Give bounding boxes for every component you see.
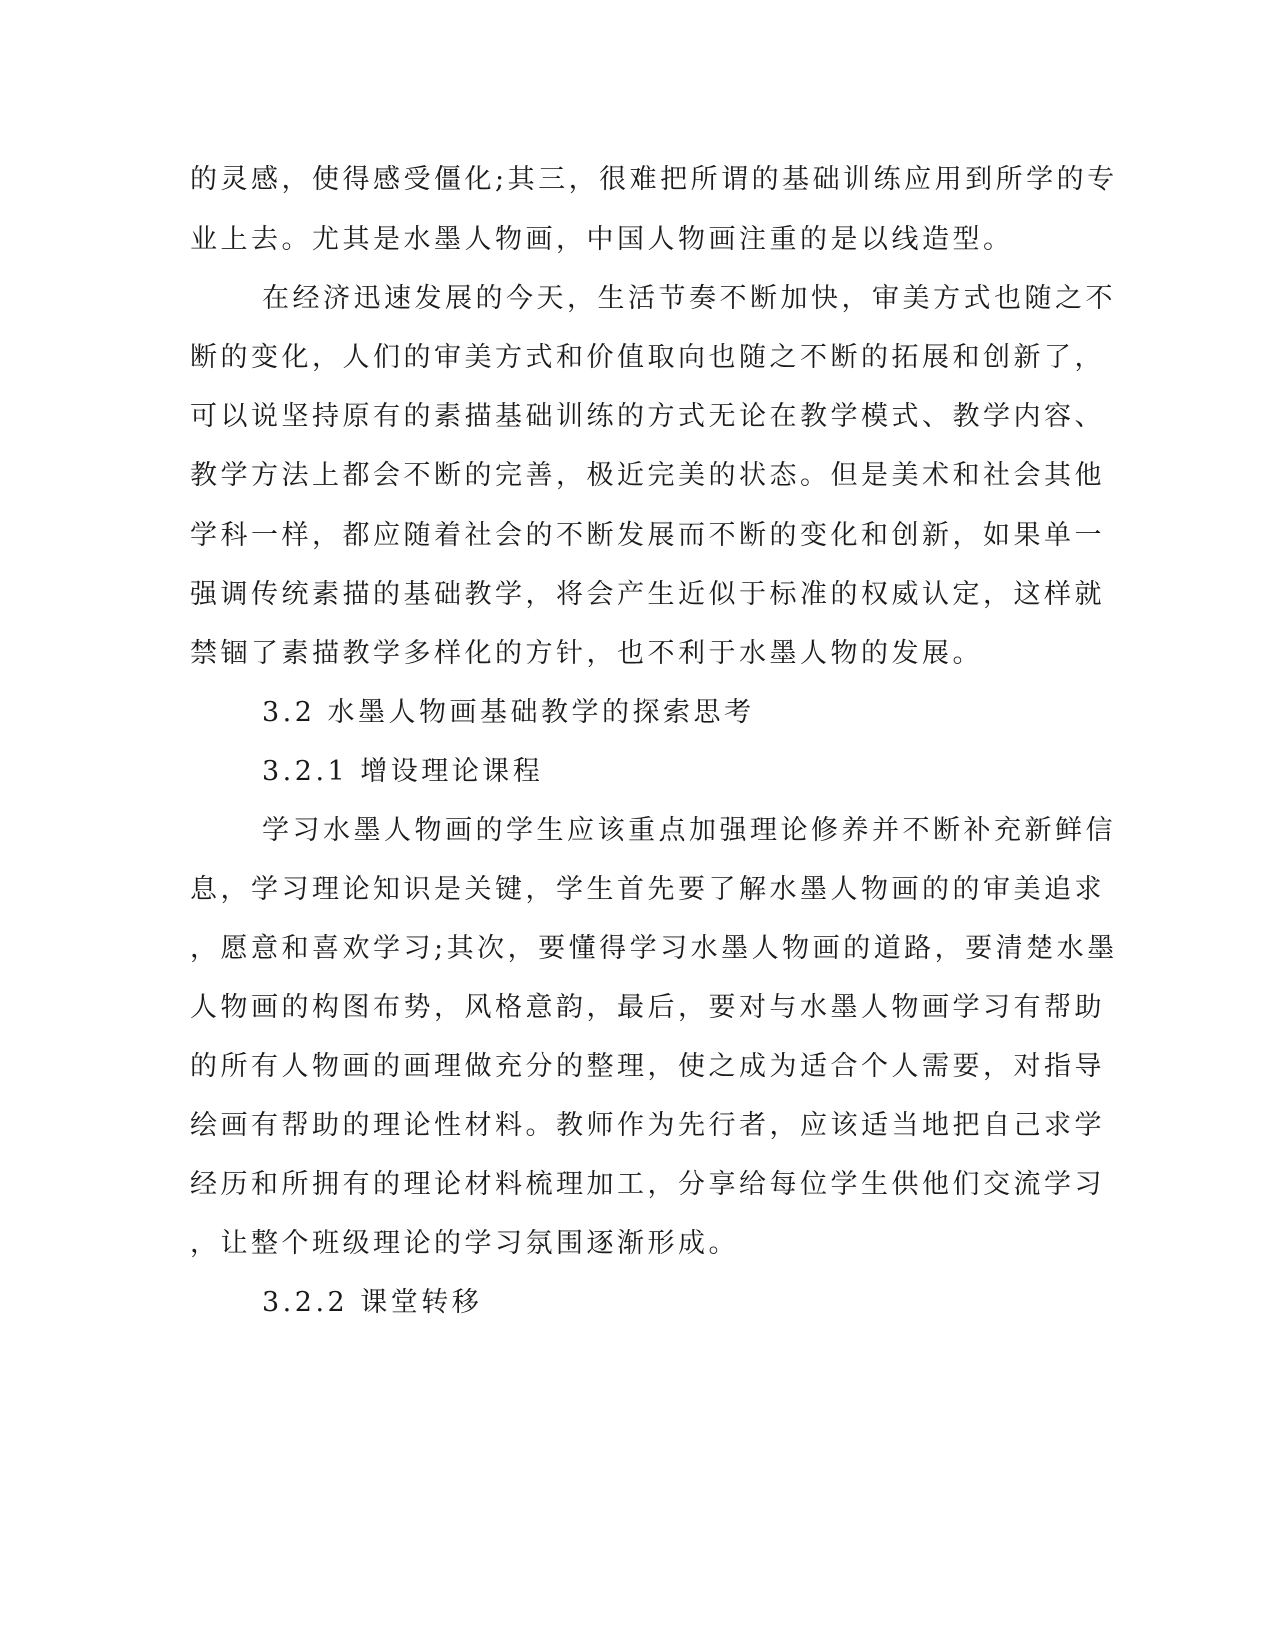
text-line: 强调传统素描的基础教学，将会产生近似于标准的权威认定，这样就: [190, 579, 1105, 610]
text-line: ，让整个班级理论的学习氛围逐渐形成。: [190, 1228, 739, 1259]
text-line: 学科一样，都应随着社会的不断发展而不断的变化和创新，如果单一: [190, 520, 1105, 551]
text-line: ，愿意和喜欢学习;其次，要懂得学习水墨人物画的道路，要清楚水墨: [190, 933, 1118, 964]
text-line: 的灵感，使得感受僵化;其三，很难把所谓的基础训练应用到所学的专: [190, 164, 1118, 195]
text-line: 人物画的构图布势，风格意韵，最后，要对与水墨人物画学习有帮助: [190, 992, 1105, 1023]
subsection-heading: 3.2.1 增设理论课程: [262, 756, 544, 787]
text-line: 可以说坚持原有的素描基础训练的方式无论在教学模式、教学内容、: [190, 401, 1105, 432]
text-line: 的所有人物画的画理做充分的整理，使之成为适合个人需要，对指导: [190, 1051, 1105, 1082]
text-line: 绘画有帮助的理论性材料。教师作为先行者，应该适当地把自己求学: [190, 1110, 1105, 1141]
text-line: 学习水墨人物画的学生应该重点加强理论修养并不断补充新鲜信: [262, 815, 1116, 846]
subsection-heading: 3.2.2 课堂转移: [262, 1287, 483, 1318]
text-line: 禁锢了素描教学多样化的方针，也不利于水墨人物的发展。: [190, 638, 983, 669]
text-line: 息，学习理论知识是关键，学生首先要了解水墨人物画的的审美追求: [190, 874, 1105, 905]
text-line: 在经济迅速发展的今天，生活节奏不断加快，审美方式也随之不: [262, 283, 1116, 314]
text-line: 业上去。尤其是水墨人物画，中国人物画注重的是以线造型。: [190, 224, 1014, 255]
text-line: 断的变化，人们的审美方式和价值取向也随之不断的拓展和创新了，: [190, 342, 1105, 373]
text-line: 教学方法上都会不断的完善，极近完美的状态。但是美术和社会其他: [190, 460, 1105, 491]
text-line: 经历和所拥有的理论材料梳理加工，分享给每位学生供他们交流学习: [190, 1169, 1105, 1200]
section-heading: 3.2 水墨人物画基础教学的探索思考: [262, 697, 755, 728]
